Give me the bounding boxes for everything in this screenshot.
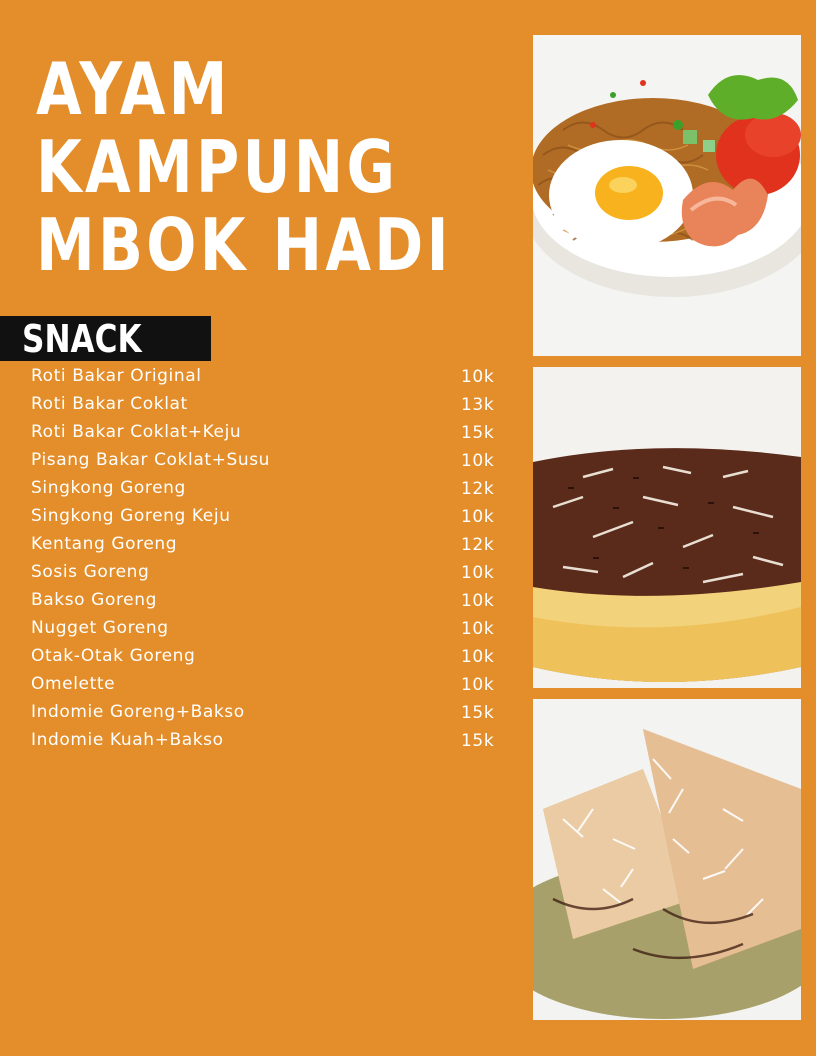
menu-item-price: 10k: [461, 675, 495, 695]
menu-item-price: 12k: [461, 535, 495, 555]
menu-item: [31, 588, 501, 616]
menu-item-name: Pisang Bakar Coklat+Susu: [31, 450, 271, 470]
menu-item-price: 15k: [461, 423, 495, 443]
menu-item: [31, 560, 501, 588]
menu-item-name: Indomie Goreng+Bakso: [31, 702, 245, 722]
menu-item-price: 13k: [461, 395, 495, 415]
menu-item-price: 10k: [461, 619, 495, 639]
menu-item-name: Bakso Goreng: [31, 590, 158, 610]
menu-item: [31, 700, 501, 728]
menu-item-name: Omelette: [31, 674, 116, 694]
menu-item-price: 12k: [461, 479, 495, 499]
fried-noodles-egg-photo: [533, 35, 801, 356]
menu-item: [31, 420, 501, 448]
menu-item: [31, 644, 501, 672]
menu-item-name: Singkong Goreng: [31, 478, 186, 498]
title-line: AYAM: [36, 47, 231, 131]
menu-item-name: Otak-Otak Goreng: [31, 646, 196, 666]
restaurant-title: [36, 47, 452, 287]
menu-item: [31, 476, 501, 504]
menu-item-price: 10k: [461, 451, 495, 471]
menu-item: [31, 504, 501, 532]
menu-item-price: 10k: [461, 507, 495, 527]
menu-list: [31, 364, 501, 756]
chocolate-cheese-martabak-photo: [533, 367, 801, 688]
menu-item: [31, 448, 501, 476]
section-title: SNACK: [22, 317, 142, 361]
menu-item: [31, 392, 501, 420]
menu-item: [31, 616, 501, 644]
menu-item-name: Kentang Goreng: [31, 534, 178, 554]
menu-item-name: Roti Bakar Coklat: [31, 394, 188, 414]
menu-item-name: Singkong Goreng Keju: [31, 506, 231, 526]
menu-item: [31, 728, 501, 756]
menu-item-name: Sosis Goreng: [31, 562, 150, 582]
menu-item-price: 10k: [461, 367, 495, 387]
section-header: [0, 316, 211, 361]
menu-item: [31, 532, 501, 560]
cheese-chocolate-toast-photo: [533, 699, 801, 1020]
menu-item-price: 10k: [461, 591, 495, 611]
menu-item: [31, 364, 501, 392]
menu-item-price: 10k: [461, 563, 495, 583]
menu-item-price: 15k: [461, 703, 495, 723]
menu-item: [31, 672, 501, 700]
title-line: MBOK HADI: [36, 203, 452, 287]
menu-item-name: Roti Bakar Original: [31, 366, 202, 386]
menu-item-price: 10k: [461, 647, 495, 667]
menu-item-name: Nugget Goreng: [31, 618, 169, 638]
menu-item-name: Indomie Kuah+Bakso: [31, 730, 224, 750]
title-line: KAMPUNG: [36, 125, 399, 209]
menu-item-price: 15k: [461, 731, 495, 751]
menu-item-name: Roti Bakar Coklat+Keju: [31, 422, 242, 442]
